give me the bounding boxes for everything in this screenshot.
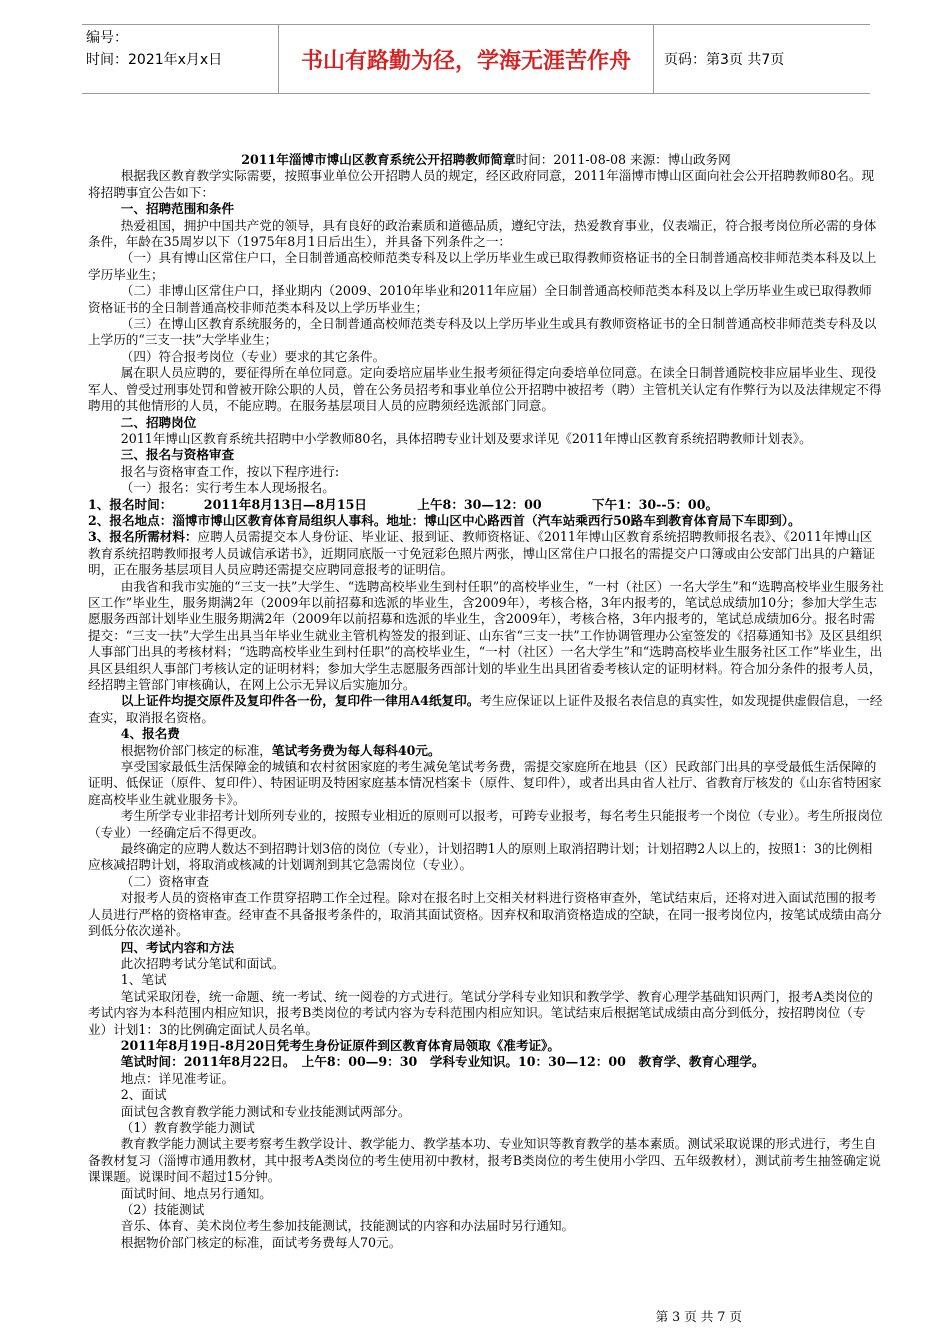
paragraph: （一）报名：实行考生本人现场报名。 — [120, 480, 335, 496]
paragraph: （2）技能测试 — [120, 1202, 205, 1217]
doc-title-line — [88, 152, 884, 168]
materials-text: 应聘人员需提交本人身份证、毕业证、报到证、教师资格证、《2011年博山区教育系统招聘教师报名表》、《2011年博山区教育系统招聘教师报考人员诚信承诺书》，近期同底版一寸免冠彩色照片两张，博山区常住户口报名的需提交户口簿或由公安部门出具的户籍证明，正在服务基层项目人员应聘还需提交应聘同意报考的证明信。 — [88, 529, 876, 578]
paragraph: 音乐、体育、美术岗位考生参加技能测试，技能测试的内容和办法届时另行通知。 — [120, 1218, 575, 1234]
paragraph — [88, 743, 884, 759]
admission-ticket-note: 2011年8月19日-8月20日凭考生身份证原件到区教育体育局领取《准考证》。 — [120, 1037, 560, 1053]
paragraph: 2、面试 — [120, 1087, 167, 1103]
paragraph: 教育教学能力测试主要考察考生教学设计、教学能力、教学基本功、专业知识等教育教学的基本素质。测试采取说课的形式进行，考生自备教材复习（淄博市通用教材，其中报考A类岗位的考生使用初中教材，报考B类岗位的考生使用小学四、五年级教材），测试前考生抽签确定说课课题。说课时间不超过15分钟。 — [88, 1136, 881, 1185]
section-heading: 三、报名与资格审查 — [120, 447, 235, 463]
paragraph: 最终确定的应聘人数达不到招聘计划3倍的岗位（专业），计划招聘1人的原则上取消招聘计划；计划招聘2人以上的，按照1：3的比例相应核减招聘计划，将取消或核减的计划调剂到其它急需岗位（专业）。 — [88, 841, 873, 873]
paragraph: （一）具有博山区常住户口，全日制普通高校师范类专科及以上学历毕业生或已取得教师资格证书的全日制普通高校非师范类本科及以上学历毕业生； — [88, 250, 877, 282]
page-footer: 第 3 页 共 7 页 — [655, 1309, 742, 1324]
fee-intro: 根据物价部门核定的标准， — [120, 742, 272, 758]
paragraph: 2011年博山区教育系统共招聘中小学教师80名，具体招聘专业计划及要求详见《2011年博山区教育系统招聘教师计划表》。 — [120, 430, 812, 446]
paragraph: （二）资格审查 — [120, 873, 209, 889]
paragraph: 根据物价部门核定的标准，面试考务费每人70元。 — [120, 1234, 402, 1250]
doc-title: 2011年淄博市博山区教育系统公开招聘教师简章 — [241, 152, 516, 167]
document-body — [88, 152, 884, 1251]
section-heading: 四、考试内容和方法 — [120, 939, 235, 955]
paragraph: 属在职人员应聘的，要征得所在单位同意。定向委培应届毕业生报考须征得定向委培单位同意。在读全日制普通院校非应届毕业生、现役军人、曾受过刑事处罚和曾被开除公职的人员，曾在公务员招考和事业单位公开招聘中被招考（聘）主管机关认定有作弊行为以及法律规定不得聘用的其他情形的人员，不能应聘。在服务基层项目人员的应聘须经选派部门同意。 — [88, 365, 882, 414]
time-label: 时间：2021年x月x日 — [86, 52, 223, 68]
paragraph: （四）符合报考岗位（专业）要求的其它条件。 — [120, 348, 386, 364]
paragraph: （二）非博山区常住户口，择业期内（2009、2010年毕业和2011年应届）全日制普通高校师范类本科及以上学历毕业生或已取得教师资格证书的全日制普通高校非师范类本科及以上学历毕业生； — [88, 283, 872, 315]
authenticity-note: 考生应保证以上证件及报名表信息的真实性，如发现提供虚假信息，一经查实，取消报名资格。 — [88, 693, 883, 725]
paragraph: 1、笔试 — [120, 972, 167, 988]
doc-title-meta: 时间：2011-08-08 来源：博山政务网 — [515, 152, 731, 167]
paragraph: 笔试采取闭卷，统一命题、统一考试、统一阅卷的方式进行。笔试分学科专业知识和教学学、教育心理学基础知识两门，报考A类岗位的考试内容为本科范围内相应知识，报考B类岗位的考试内容为专科范围内相应知识。笔试结束后根据笔试成绩由高分到低分，按招聘岗位（专业）计划1：3的比例确定面试人员名单。 — [88, 988, 873, 1037]
page-header — [82, 24, 870, 94]
paragraph: 考生所学专业非招考计划所列专业的，按照专业相近的原则可以报考，可跨专业报考，每名考生只能报考一个岗位（专业）。考生所报岗位（专业）一经确定后不得更改。 — [88, 808, 883, 840]
paragraph: 由我省和我市实施的“三支一扶”大学生、“选聘高校毕业生到村任职”的高校毕业生，“一村（社区）一名大学生”和“选聘高校毕业生服务社区工作”毕业生，服务期满2年（2009年以前招募和选派的毕业生，含2009年），考核合格，3年内报考的，笔试总成绩加10分；参加大学生志愿服务西部计划毕业生服务期满2年（2009年以前招募和选派的毕业生，含2009年），考核合格，3年内报考的，笔试总成绩加6分。报名时需提交：“三支一扶”大学生出具当年毕业生就业主管机构签发的报到证、山东省“三支一扶”工作协调管理办公室签发的《招募通知书》及区县组织人事部门出具的考核材料；“选聘高校毕业生到村任职”的高校毕业生，“一村（社区）一名大学生”和“选聘高校毕业生服务社区工作”毕业生，出具区县组织人事部门考核认定的证明材料；参加大学生志愿服务西部计划的毕业生出具团省委考核认定的证明材料。符合加分条件的报考人员，经招聘主管部门审核确认，在网上公示无异议后实施加分。 — [88, 578, 884, 692]
paragraph: 地点：详见准考证。 — [120, 1070, 235, 1086]
copy-requirement: 以上证件均提交原件及复印件各一份，复印件一律用A4纸复印。 — [120, 693, 480, 709]
paragraph: 此次招聘考试分笔试和面试。 — [120, 955, 285, 971]
paragraph: 面试包含教育教学能力测试和专业技能测试两部分。 — [120, 1103, 411, 1119]
fee-amount: 笔试考务费为每人每科40元。 — [271, 742, 441, 758]
paragraph: （三）在博山区教育系统服务的，全日制普通高校师范类专科及以上学历毕业生或具有教师资格证书的全日制普通高校非师范类专科及以上学历的“三支一扶”大学毕业生； — [88, 316, 877, 348]
registration-place: 2、报名地点：淄博市博山区教育体育局组织人事科。地址：博山区中心路西首（汽车站乘西行50路车到教育体育局下车即到）。 — [88, 512, 801, 528]
written-exam-time: 笔试时间：2011年8月22日。 上午8：00—9：30 学科专业知识。10：30—12：00 教育学、教育心理学。 — [120, 1054, 765, 1070]
number-label: 编号： — [86, 30, 128, 46]
paragraph: （1）教育教学能力测试 — [120, 1119, 255, 1135]
paragraph: 对报考人员的资格审查工作贯穿招聘工作全过程。除对在报名时上交相关材料进行资格审查外，笔试结束后，还将对进入面试范围的报考人员进行严格的资格审查。经审查不具备报考条件的，取消其面试资格。因弃权和取消资格造成的空缺，在同一报考岗位内，按笔试成绩由高分到低分依次递补。 — [88, 890, 882, 939]
subsection-heading: 4、报名费 — [120, 726, 180, 742]
header-meta — [82, 25, 279, 93]
paragraph: 根据我区教育教学实际需要，按照事业单位公开招聘人员的规定，经区政府同意，2011年淄博市博山区面向社会公开招聘教师80名。现将招聘事宜公告如下： — [88, 168, 875, 200]
section-heading: 一、招聘范围和条件 — [120, 201, 235, 217]
paragraph: 享受国家最低生活保障金的城镇和农村贫困家庭的考生减免笔试考务费，需提交家庭所在地县（区）民政部门出具的享受最低生活保障的证明、低保证（原件、复印件）、特困证明及特困家庭基本情况档案卡（原件、复印件），或者出具由省人社厅、省教育厅核发的《山东省特困家庭高校毕业生就业服务卡》。 — [88, 759, 882, 807]
section-heading: 二、招聘岗位 — [120, 414, 197, 430]
paragraph: 热爱祖国，拥护中国共产党的领导，具有良好的政治素质和道德品质，遵纪守法，热爱教育事业，仪表端正，符合报考岗位所必需的身体条件，年龄在35周岁以下（1975年8月1日后出生），并具备下列条件之一： — [88, 217, 877, 250]
paragraph — [88, 693, 884, 726]
materials-paragraph — [88, 529, 884, 578]
registration-time: 1、报名时间： 2011年8月13日—8月15日 上午8：30—12：00 下午1：30--5：00。 — [88, 496, 719, 512]
paragraph: 报名与资格审查工作，按以下程序进行: — [120, 463, 340, 479]
paragraph: 面试时间、地点另行通知。 — [120, 1185, 272, 1201]
header-page-info: 页码：第3页 共7页 — [664, 52, 785, 68]
header-motto: 书山有路勤为径，学海无涯苦作舟 — [279, 25, 654, 93]
materials-heading: 3、报名所需材料： — [88, 529, 198, 545]
